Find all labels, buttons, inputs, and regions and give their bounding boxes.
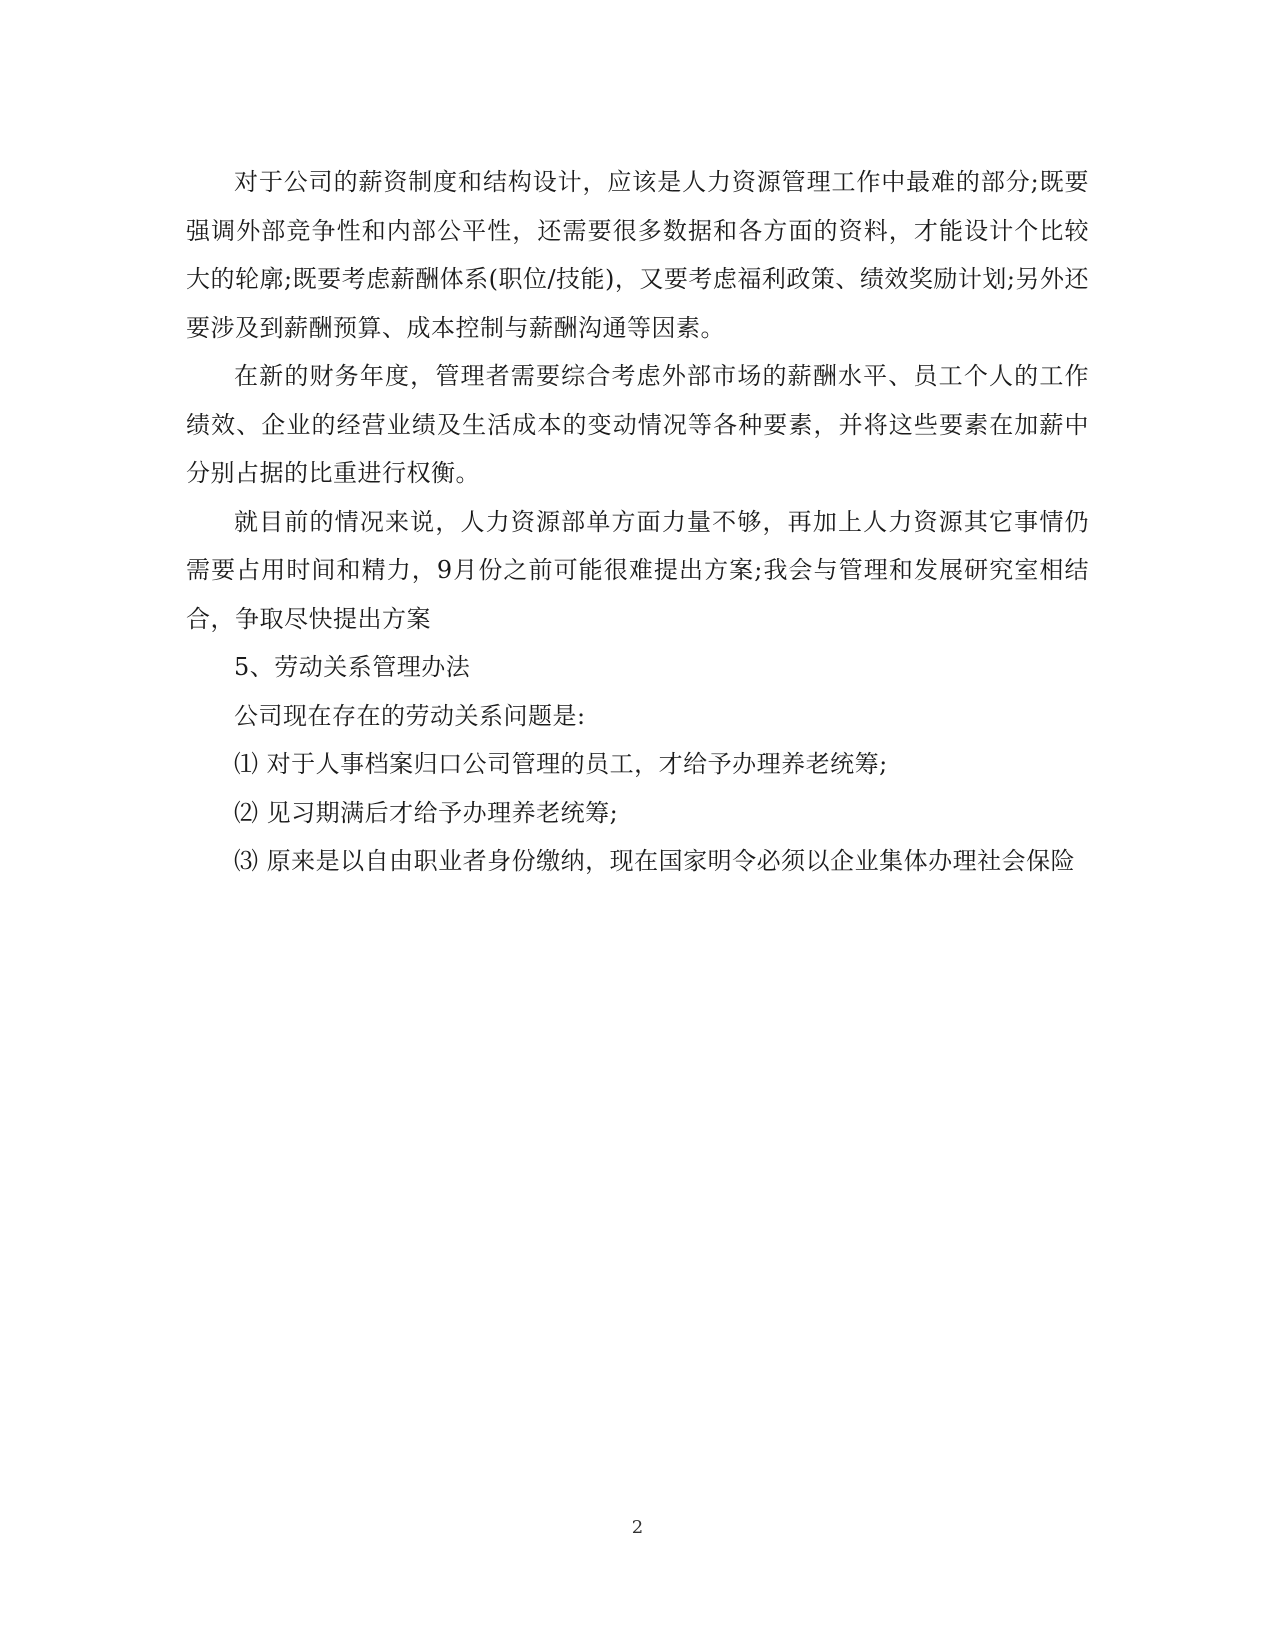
paragraph-salary-design: 对于公司的薪资制度和结构设计，应该是人力资源管理工作中最难的部分;既要强调外部竞争性和内部公平性，还需要很多数据和各方面的资料，才能设计个比较大的轮廓;既要考虑薪酬体系(职位/技能)，又要考虑福利政策、绩效奖励计划;另外还要涉及到薪酬预算、成本控制与薪酬沟通等因素。 [186,168,1089,342]
section-heading-labor-relations: 5、劳动关系管理办法 [234,653,471,681]
list-item-3: ⑶ 原来是以自由职业者身份缴纳，现在国家明令必须以企业集体办理社会保险 [234,847,1076,875]
document-body [186,158,1089,886]
page-number: 2 [631,1517,644,1538]
paragraph-fiscal-year: 在新的财务年度，管理者需要综合考虑外部市场的薪酬水平、员工个人的工作绩效、企业的经营业绩及生活成本的变动情况等各种要素，并将这些要素在加薪中分别占据的比重进行权衡。 [186,362,1089,487]
paragraph-current-situation: 就目前的情况来说，人力资源部单方面力量不够，再加上人力资源其它事情仍需要占用时间和精力，9月份之前可能很难提出方案;我会与管理和发展研究室相结合，争取尽快提出方案 [186,507,1089,633]
list-item-2: ⑵ 见习期满后才给予办理养老统筹; [234,798,619,827]
paragraph-issues-intro: 公司现在存在的劳动关系问题是: [234,701,586,730]
list-item-1: ⑴ 对于人事档案归口公司管理的员工，才给予办理养老统筹; [234,750,888,778]
